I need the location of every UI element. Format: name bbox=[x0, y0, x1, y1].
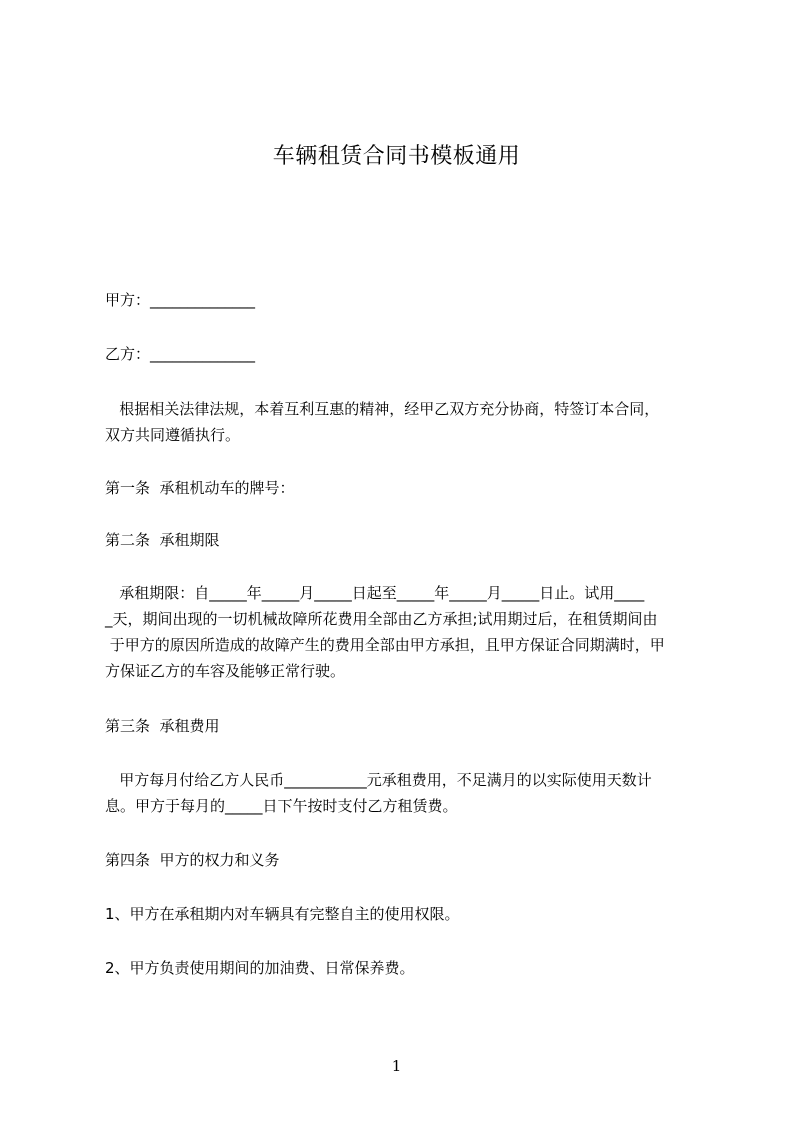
party-a-line: 甲方：______________ bbox=[105, 291, 256, 309]
article-3-heading: 第三条 承租费用 bbox=[105, 717, 220, 735]
article-2-paragraph bbox=[105, 580, 695, 684]
article-1-heading: 第一条 承租机动车的牌号： bbox=[105, 479, 295, 497]
document-title: 车辆租赁合同书模板通用 bbox=[272, 144, 521, 169]
article-3-line: 息。甲方于每月的_____日下午按时支付乙方租赁费。 bbox=[105, 797, 458, 815]
article-4-heading: 第四条 甲方的权力和义务 bbox=[105, 851, 280, 869]
intro-line: 根据相关法律法规，本着互利互惠的精神，经甲乙双方充分协商，特签订本合同， bbox=[105, 400, 660, 418]
article-2-line: 承租期限：自_____年_____月_____日起至_____年_____月_____日止。试用____ bbox=[105, 584, 645, 602]
article-3-line: 甲方每月付给乙方人民币___________元承租费用，不足满月的以实际使用天数计 bbox=[105, 771, 652, 789]
intro-line: 双方共同遵循执行。 bbox=[105, 426, 241, 444]
intro-paragraph bbox=[105, 396, 695, 448]
article-2-line: 于甲方的原因所造成的故障产生的费用全部由甲方承担，且甲方保证合同期满时，甲 bbox=[105, 636, 665, 654]
article-3-paragraph bbox=[105, 767, 695, 819]
article-2-line: _天，期间出现的一切机械故障所花费用全部由乙方承担;试用期过后，在租赁期间由 bbox=[105, 610, 658, 628]
article-4-item-2: 2、甲方负责使用期间的加油费、日常保养费。 bbox=[105, 959, 415, 977]
article-2-heading: 第二条 承租期限 bbox=[105, 531, 220, 549]
page-number: 1 bbox=[391, 1057, 402, 1075]
article-2-line: 方保证乙方的车容及能够正常行驶。 bbox=[105, 662, 346, 680]
party-b-line: 乙方：______________ bbox=[105, 345, 256, 363]
article-4-item-1: 1、甲方在承租期内对车辆具有完整自主的使用权限。 bbox=[105, 905, 460, 923]
